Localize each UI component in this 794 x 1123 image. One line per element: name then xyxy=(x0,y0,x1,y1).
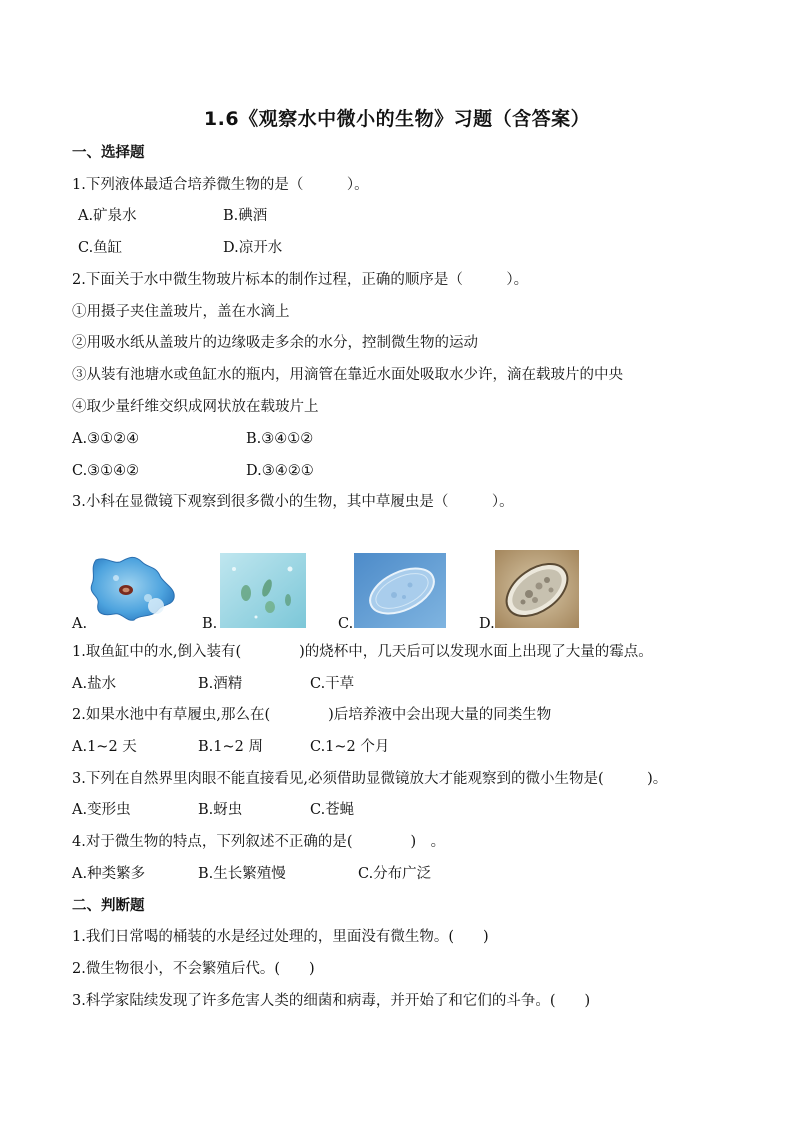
question-1-option-c: C.鱼缸 xyxy=(78,240,123,256)
true-false-question-2: 2.微生物很小，不会繁殖后代。( ) xyxy=(72,961,315,977)
section-heading-choice: 一、选择题 xyxy=(72,145,145,161)
amoeba-image xyxy=(86,554,178,622)
question-7-option-b: B.生长繁殖慢 xyxy=(198,866,286,882)
question-7-stem: 4.对于微生物的特点，下列叙述不正确的是( ) 。 xyxy=(72,834,446,850)
question-2-option-a: A.③①②④ xyxy=(72,431,140,447)
question-2-step-1: ①用摄子夹住盖玻片，盖在水滴上 xyxy=(72,304,290,320)
question-6-option-b: B.蚜虫 xyxy=(198,802,243,818)
question-6-stem: 3.下列在自然界里肉眼不能直接看见,必须借助显微镜放大才能观察到的微小生物是( )。 xyxy=(72,771,668,787)
question-1-stem: 1.下列液体最适合培养微生物的是（ ）。 xyxy=(72,177,369,193)
question-4-option-c: C.干草 xyxy=(310,676,355,692)
question-3-stem: 3.小科在显微镜下观察到很多微小的生物，其中草履虫是（ ）。 xyxy=(72,494,514,510)
question-1-option-a: A.矿泉水 xyxy=(78,208,137,224)
true-false-question-1: 1.我们日常喝的桶装的水是经过处理的，里面没有微生物。( ) xyxy=(72,929,489,945)
question-2-option-b: B.③④①② xyxy=(246,431,314,447)
question-4-option-a: A.盐水 xyxy=(72,676,117,692)
question-4-stem: 1.取鱼缸中的水,倒入装有( )的烧杯中，几天后可以发现水面上出现了大量的霉点。 xyxy=(72,644,653,660)
question-5-option-b: B.1~2 周 xyxy=(198,739,263,755)
question-2-step-3: ③从装有池塘水或鱼缸水的瓶内，用滴管在靠近水面处吸取水少许，滴在载玻片的中央 xyxy=(72,367,623,383)
section-heading-true-false: 二、判断题 xyxy=(72,898,145,914)
question-3-option-b: B. xyxy=(202,616,218,632)
question-5-stem: 2.如果水池中有草履虫,那么在( )后培养液中会出现大量的同类生物 xyxy=(72,707,552,723)
euglena-image xyxy=(220,553,306,628)
question-2-option-c: C.③①④② xyxy=(72,463,140,479)
question-7-option-c: C.分布广泛 xyxy=(358,866,432,882)
true-false-question-3: 3.科学家陆续发现了许多危害人类的细菌和病毒，并开始了和它们的斗争。( ) xyxy=(72,993,591,1009)
question-3-option-d: D. xyxy=(479,616,495,632)
page-title: 1.6《观察水中微小的生物》习题（含答案） xyxy=(203,108,591,130)
question-2-option-d: D.③④②① xyxy=(246,463,314,479)
question-3-option-c: C. xyxy=(338,616,354,632)
question-5-option-a: A.1~2 天 xyxy=(72,739,137,755)
question-2-step-2: ②用吸水纸从盖玻片的边缘吸走多余的水分，控制微生物的运动 xyxy=(72,335,478,351)
question-1-option-d: D.凉开水 xyxy=(223,240,283,256)
question-6-option-c: C.苍蝇 xyxy=(310,802,355,818)
question-3-option-a: A. xyxy=(72,616,88,632)
question-6-option-a: A.变形虫 xyxy=(72,802,131,818)
question-5-option-c: C.1~2 个月 xyxy=(310,739,390,755)
question-7-option-a: A.种类繁多 xyxy=(72,866,146,882)
question-2-stem: 2.下面关于水中微生物玻片标本的制作过程，正确的顺序是（ ）。 xyxy=(72,272,529,288)
paramecium-image xyxy=(354,553,446,628)
question-1-option-b: B.碘酒 xyxy=(223,208,268,224)
question-2-step-4: ④取少量纤维交织成网状放在载玻片上 xyxy=(72,399,319,415)
paramecium-stained-image xyxy=(495,550,579,628)
question-4-option-b: B.酒精 xyxy=(198,676,243,692)
